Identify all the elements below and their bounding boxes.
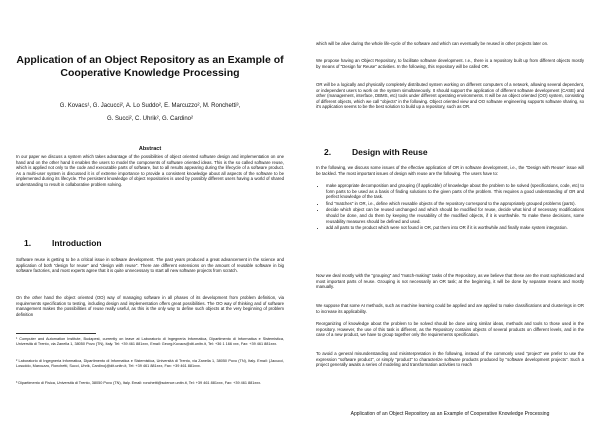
authors-line-1: G. Kovacs¹, G. Jacucci², A. Lo Suddo², E. Marcuzzo², M. Ronchetti³, [59,103,241,109]
footnote-1: ¹ Computer and Automation Institute, Budapest, currently on leave at Laboratorio di Ingegneria Informatica, Dipartimento di Informatica e Sistemistica, Università di Trento, via Zanella 1, 38050 Povo (TN), Italy. Tel: +39 461 881xxx, Email: Georg.Kovacs@dit.unitn.it, Tel: +36 1 166 xxx, Fax: +39 461 881xxx. [16,337,284,346]
design-issues-list [316,183,584,232]
section-1-title: Introduction [52,238,102,248]
abstract-text: In our paper we discuss a system which takes advantage of the possibilities of object oriented software design and implementation on one hand and on the other hand it enables the users to model the components of software oriented ideas. This is the so called software reuse, which is applied not only to the code and executable parts of software, but to all results appearing during the lifecycle of a software product. As a multi-user system is discussed it is of extreme importance to provide a consistent knowledge about all aspects of the software to be implemented during its lifecycle. The persistent knowledge of object repositories is used by possibly different users having a world of shared understanding to result in collaborative problem solving. [16,154,284,187]
section-1-heading [24,238,102,249]
continued-paragraph: which will be alive during the whole life-cycle of the software and which can eventually be reused in other projects later on. [316,41,549,46]
paper-title: Application of an Object Repository as an Example of Cooperative Knowledge Processing [16,54,284,79]
right-paragraph-5: We suppose that some AI methods, such as machine learning could be applied and are applied to make classifications and clusterings in OR to increase its applicability. [316,303,584,314]
section-2-heading [324,147,428,158]
list-item: • add all parts to the product which were not found in OR, put them into OR if it is worthwhile and finally make system integration. [326,225,584,231]
abstract-heading: Abstract [138,146,162,152]
section-1-number: 1. [24,238,32,248]
right-paragraph-4: Now we deal mostly with the "grouping" and "match-making" tasks of the Repository, as we believe that these are the most sophisticated and most important parts of reuse. Grouping is not necessarily an OR task; at the beginning, it will be done by separate means and mostly manually. [316,273,584,290]
page-footer: Application of an Object Repository as an Example of Cooperative Knowledge Processing [350,411,550,417]
right-paragraph-2: OR will be a logically and physically completely distributed system working on different computers of a network, allowing several dependent, or independent users to work on the system simultaneously. It should support the application of different software development (CASE) and other (management, interface, DBMS, etc) tools under different operating environments. It will be an object oriented (OO) system, consisting of different objects, which we call "objects" in the following. Object oriented view and OO software engineering supports software sharing, so it's application seems to be the best solution to build up a repository, such as OR. [316,82,584,110]
right-paragraph-6: Reorganizing of knowledge about the problem to be solved should be done using similar ideas, methods and tools to those used in the repository. However, the use of this task is different, as the Repository contains objects of several products on different levels, and in the case of a new product, we have to group together only the requirements specification. [316,321,584,338]
right-paragraph-1: We propose having an Object Repository, to facilitate software development. I.e., there is a repository built up from different objects mostly by means of "Design for Reuse" activities. In the following, this repository will be called OR. [316,58,584,69]
footnote-rule [16,333,96,334]
section-2-title: Design with Reuse [352,147,428,157]
right-paragraph-7: To avoid a general misunderstanding and misinterpretation in the following, instead of the commonly used "project" we prefer to use the expression "software product", or simply "product" to characterize software products produced by "software development projects". Such a project generally awaits a series of modeling and transformation activities to reach [316,351,584,368]
intro-paragraph-1: Software reuse is getting to be a critical issue in software development. The past years produced a great advancement in the science and application of both "design for reuse" and "design with reuse". There are different extensions on the amount of reusable software in big software factories, and most experts agree that it is quite unnecessary to start all new software projects from scratch. [16,257,284,274]
footnote-3: ³ Dipartimento di Fisica, Università di Trento, 38050 Povo (TN), Italy. Email: ronchetti@science.unitn.it, Tel: +39 461 881xxx, Fax: +39 461 881xxx. [16,381,262,385]
authors-line-2: G. Succi², C. Uhrik², G. Cardino² [106,116,193,122]
right-paragraph-3: In the following, we discuss some issues of the effective application of OR in software development, i.e., the "Design with Reuse" issue will be tackled. The most important issues of design with reuse are the following. The users have to: [316,165,584,176]
list-item: • find "matches" in OR, i.e., define which reusable objects of the repository correspond to the appropriately grouped problems (parts). [326,201,584,207]
intro-paragraph-2: On the other hand the object oriented (OO) way of managing software in all phases of its development from problem definition, via requirements specification to testing, including design and implementation offers great possibilities. The OO way of thinking and of software management makes the possibilities of reuse really useful, as this is the only way to define such objects at the very beginning of problem definition [16,295,284,317]
list-item: • decide which object can be reused unchanged and which should be modified for reuse, decide what kind of necessary modifications should be done, and do them by keeping the reusability of the modified objects, if it is worthwhile. To make these decisions, some reusability measures should be defined and used. [326,207,584,224]
footnote-2: ² Laboratorio di Ingegneria Informatica, Dipartimento di Informatica e Sistemistica, Università di Trento, via Zanella 1, 38050 Povo (TN), Italy. Email: {Jacucci, Losuddo, Marcuzzo, Ronchetti, Succi, Uhrik, Cardino}@dit.unitn.it, Tel: +39 461 881xxx, Fax: +39 461 881xxx. [16,359,284,368]
author-list [16,100,284,126]
list-item: • make appropriate decomposition and grouping (if applicable) of knowledge about the problem to be solved (specifications, code, etc) to form parts to be used as a basis of finding solutions to the given parts of the problem. This requires a good understanding of OR and perfect knowledge of the task. [326,183,584,200]
section-2-number: 2. [324,147,332,157]
